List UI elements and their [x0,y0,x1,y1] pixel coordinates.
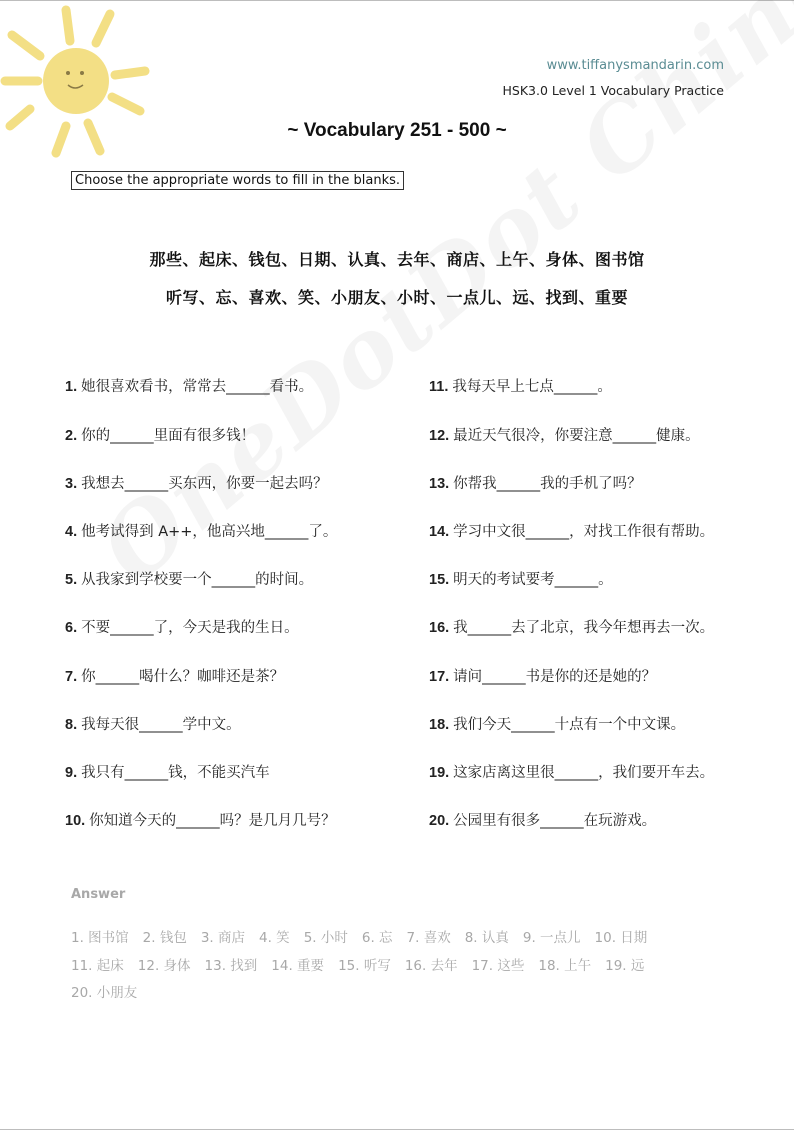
question-14: 14. 学习中文很______，对找工作很有帮助。 [429,524,715,540]
answer-item: 12. 身体 [137,958,191,974]
question-7: 7. 你______喝什么？咖啡还是茶？ [65,669,285,685]
answer-item: 3. 商店 [200,930,246,946]
answer-item: 8. 认真 [464,930,509,946]
question-17: 17. 请问______书是你的还是她的？ [429,669,657,685]
question-1: 1. 她很喜欢看书，常常去______看书。 [65,379,314,395]
answer-item: 17. 这些 [471,958,525,974]
answer-item: 7. 喜欢 [406,930,451,946]
question-16: 16. 我______去了北京，我今年想再去一次。 [429,620,715,636]
answer-item: 13. 找到 [204,958,258,974]
answer-heading: Answer [71,887,126,902]
instruction-box: Choose the appropriate words to fill in the blanks. [71,171,404,190]
word-bank-line-2: 听写、忘、喜欢、笑、小朋友、小时、一点儿、远、找到、重要 [165,288,628,307]
question-6: 6. 不要______了，今天是我的生日。 [65,620,299,636]
question-9: 9. 我只有______钱，不能买汽车 [65,765,270,781]
question-8: 8. 我每天很______学中文。 [65,717,241,733]
answer-item: 10. 日期 [594,930,648,946]
question-3: 3. 我想去______买东西，你要一起去吗？ [65,476,328,492]
word-bank-line-1: 那些、起床、钱包、日期、认真、去年、商店、上午、身体、图书馆 [149,250,645,269]
question-12: 12. 最近天气很冷，你要注意______健康。 [429,428,700,444]
question-5: 5. 从我家到学校要一个______的时间。 [65,572,314,588]
answer-line-3 [71,981,151,1001]
answer-item: 9. 一点儿 [522,930,581,946]
answer-item: 20. 小朋友 [71,985,138,1001]
answer-item: 2. 钱包 [142,930,187,946]
answer-item: 1. 图书馆 [71,930,129,946]
answer-item: 4. 笑 [259,930,290,946]
answer-item: 18. 上午 [538,958,592,974]
answer-item: 6. 忘 [361,930,393,946]
question-2: 2. 你的______里面有很多钱！ [65,428,256,444]
answer-item: 5. 小时 [303,930,348,946]
answer-item: 19. 远 [605,958,645,974]
answer-item: 16. 去年 [404,958,458,974]
answer-line-2 [71,954,658,974]
question-18: 18. 我们今天______十点有一个中文课。 [429,717,686,733]
page-title: ~ Vocabulary 251 - 500 ~ [287,120,507,141]
question-4: 4. 他考试得到 A++，他高兴地______了。 [65,524,338,540]
question-15: 15. 明天的考试要考______。 [429,572,613,588]
answer-item: 14. 重要 [271,958,325,974]
question-20: 20. 公园里有很多______在玩游戏。 [429,813,657,829]
answer-item: 11. 起床 [71,958,124,974]
site-link[interactable]: www.tiffanysmandarin.com [546,58,724,73]
question-11: 11. 我每天早上七点______。 [429,379,612,395]
subtitle: HSK3.0 Level 1 Vocabulary Practice [502,83,724,98]
answer-item: 15. 听写 [338,958,391,974]
question-19: 19. 这家店离这里很______，我们要开车去。 [429,765,715,781]
question-10: 10. 你知道今天的______吗？是几月几号？ [65,813,336,829]
question-13: 13. 你帮我______我的手机了吗？ [429,476,642,492]
answer-line-1 [71,926,661,946]
